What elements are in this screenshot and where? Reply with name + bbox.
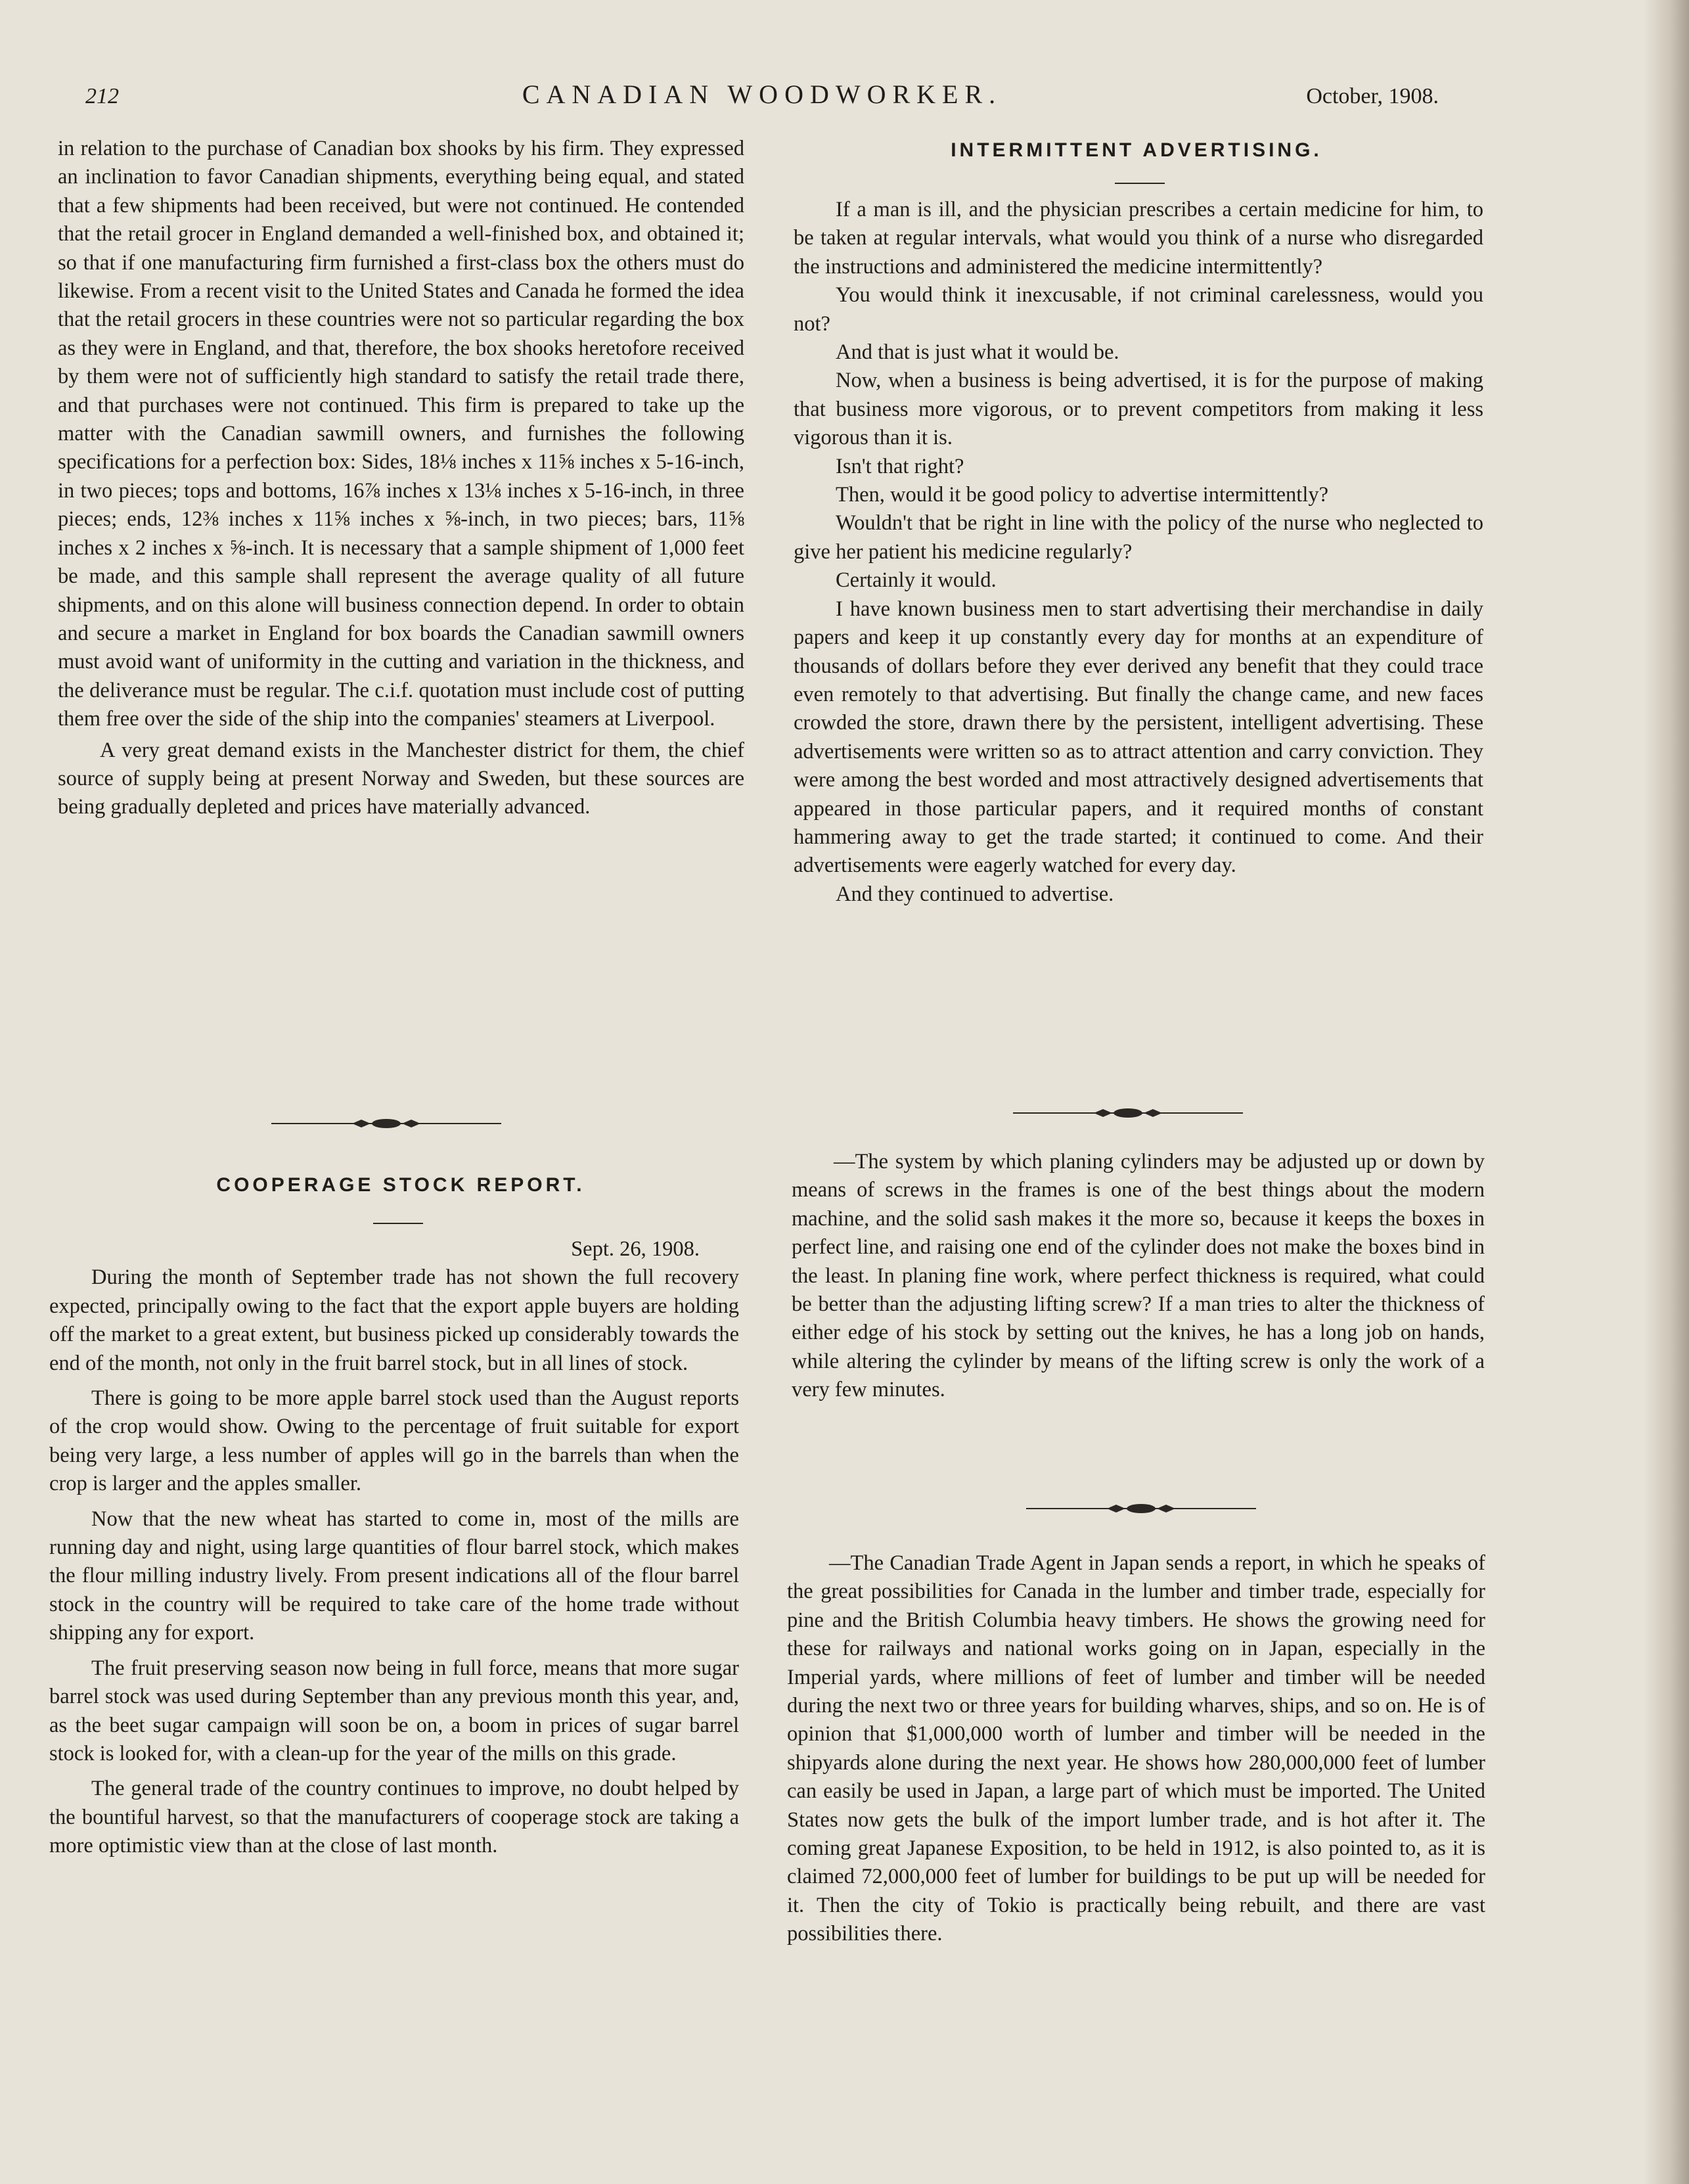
article-paragraph: You would think it inexcusable, if not criminal carelessness, would you not? — [794, 283, 1483, 336]
article-paragraph: A very great demand exists in the Manchester district for them, the chief source of supply being at present Norway and Sweden, but these sources are being gradually depleted and prices have materially advanced. — [58, 738, 744, 819]
page-header — [85, 79, 1439, 118]
box-shooks-article — [58, 135, 744, 822]
advertising-article — [794, 196, 1483, 909]
article-paragraph: And they continued to advertise. — [836, 882, 1114, 906]
article-paragraph: Then, would it be good policy to advertise intermittently? — [836, 483, 1329, 507]
section-divider-ornament — [1010, 1106, 1246, 1120]
heading-rule — [1115, 183, 1165, 184]
magazine-title: CANADIAN WOODWORKER. — [522, 80, 1002, 109]
article-paragraph: Now, when a business is being advertised, it is for the purpose of making that business more vigorous, or to prevent competitors from making it less vigorous than it is. — [794, 369, 1483, 450]
section-divider-ornament — [268, 1117, 505, 1130]
article-paragraph: The general trade of the country continues to improve, no doubt helped by the bountiful harvest, so that the manufacturers of cooperage stock are taking a more optimistic view than at the close of last month. — [49, 1777, 739, 1858]
heading-rule — [373, 1223, 423, 1224]
article-paragraph: Isn't that right? — [836, 454, 964, 478]
article-paragraph: —The Canadian Trade Agent in Japan sends a report, in which he speaks of the great possibilities for Canada in the lumber and timber trade, especially for pine and the British Columbia heavy timbers. He shows the growing need for these for railways and national works going on in Japan, especially in the Imperial yards, where millions of feet of lumber and timber will be needed during the next two or three years for building wharves, ships, and so on. He is of opinion that $1,000,000 worth of lumber and timber will be needed in the shipyards alone during the next year. He shows how 280,000,000 feet of lumber can easily be used in Japan, a large part of which must be imported. The United States now gets the bulk of the import lumber trade, and is hot after it. The coming great Japanese Exposition, to be held in 1912, is also pointed to, as it is claimed 72,000,000 feet of lumber for buildings to be put up will be needed for it. Then the city of Tokio is practically being rebuilt, and there are vast possibilities there. — [787, 1551, 1485, 1946]
article-paragraph: And that is just what it would be. — [836, 340, 1119, 365]
article-dateline: Sept. 26, 1908. — [571, 1237, 700, 1261]
cooperage-article — [49, 1235, 739, 1861]
advertising-heading: INTERMITTENT ADVERTISING. — [951, 139, 1322, 161]
article-paragraph: Certainly it would. — [836, 568, 997, 593]
page-edge-shadow — [1643, 0, 1689, 2184]
article-paragraph: There is going to be more apple barrel stock used than the August reports of the crop would show. Owing to the percentage of fruit suitable for export being very large, a less number of apples will go in the barrels than when the crop is larger and the apples smaller. — [49, 1386, 739, 1496]
article-paragraph: During the month of September trade has not shown the full recovery expected, principally owing to the fact that the export apple buyers are holding off the market to a great extent, but business picked up considerably towards the end of the month, not only in the fruit barrel stock, but in all lines of stock. — [49, 1265, 739, 1375]
cooperage-heading: COOPERAGE STOCK REPORT. — [216, 1174, 585, 1196]
article-paragraph: The fruit preserving season now being in full force, means that more sugar barrel stock was used during September than any previous month this year, and, as the beet sugar campaign will soon be on, a boom in prices of sugar barrel stock is looked for, with a clean-up for the year of the mills on this grade. — [49, 1656, 739, 1765]
section-divider-ornament — [1023, 1502, 1259, 1515]
article-paragraph: Now that the new wheat has started to come in, most of the mills are running day and night, using large quantities of flour barrel stock, which makes the flour milling industry lively. From present indications all of the flour barrel stock in the country will be required to take care of the home trade without shipping any for export. — [49, 1507, 739, 1645]
article-paragraph: in relation to the purchase of Canadian box shooks by his firm. They expressed an inclination to favor Canadian shipments, everything being equal, and stated that a few shipments had been received, but were not continued. He contended that the retail grocer in England demanded a well-finished box, and obtained it; so that if one manufacturing firm furnished a first-class box the others must do likewise. From a recent visit to the United States and Canada he formed the idea that the retail grocers in these countries were not so particular regarding the box as they were in England, and that, therefore, the box shooks heretofore received by them were not of sufficiently high standard to satisfy the retail trade there, and that purchases were not continued. This firm is prepared to take up the matter with the Canadian sawmill owners, and furnishes the following specifications for a perfection box: Sides, 18⅛ inches x 11⅝ inches x 5-16-inch, in two pieces; tops and bottoms, 16⅞ inches x 13⅛ inches x 5-16-inch, in three pieces; ends, 12⅜ inches x 11⅝ inches x ⅝-inch, in two pieces; bars, 11⅝ inches x 2 inches x ⅝-inch. It is necessary that a sample shipment of 1,000 feet be made, and this sample shall represent the average quality of all future shipments, and on this alone will business connection depend. In order to obtain and secure a market in England for box boards the Canadian sawmill owners must avoid want of uniformity in the cutting and variation in the thickness, and the deliverance must be regular. The c.i.f. quotation must include cost of putting them free over the side of the ship into the companies' steamers at Liverpool. — [58, 137, 744, 731]
article-paragraph: —The system by which planing cylinders may be adjusted up or down by means of screws in the frames is one of the best things about the modern machine, and the solid sash makes it the more so, because it keeps the boxes in perfect line, and raising one end of the cylinder does not make the boxes bind in the least. In planing fine work, where perfect thickness is required, what could be better than the adjusting lifting screw? If a man tries to alter the thickness of either edge of his stock by setting out the knives, he has a long job on hands, while altering the cylinder by means of the lifting screw is only the work of a very few minutes. — [792, 1150, 1485, 1402]
article-paragraph: Wouldn't that be right in line with the policy of the nurse who neglected to give her patient his medicine regularly? — [794, 511, 1483, 564]
issue-date: October, 1908. — [1306, 84, 1439, 108]
page-number: 212 — [85, 84, 119, 108]
planing-note — [792, 1148, 1485, 1405]
article-paragraph: I have known business men to start advertising their merchandise in daily papers and keep it up constantly every day for months at an expenditure of thousands of dollars before they ever derived any benefit that they could trace even remotely to that advertising. But finally the change came, and new faces crowded the store, drawn there by the persistent, intelligent advertising. These advertisements were written so as to attract attention and carry conviction. They were among the best worded and most attractively designed advertisements that appeared in those particular papers, and it required months of constant hammering away to get the trade started; it continued to come. And their advertisements were eagerly watched for every day. — [794, 597, 1483, 878]
japan-trade-note — [787, 1549, 1485, 1949]
article-paragraph: If a man is ill, and the physician prescribes a certain medicine for him, to be taken at regular intervals, what would you think of a nurse who disregarded the instructions and administered the medicine intermittently? — [794, 198, 1483, 279]
